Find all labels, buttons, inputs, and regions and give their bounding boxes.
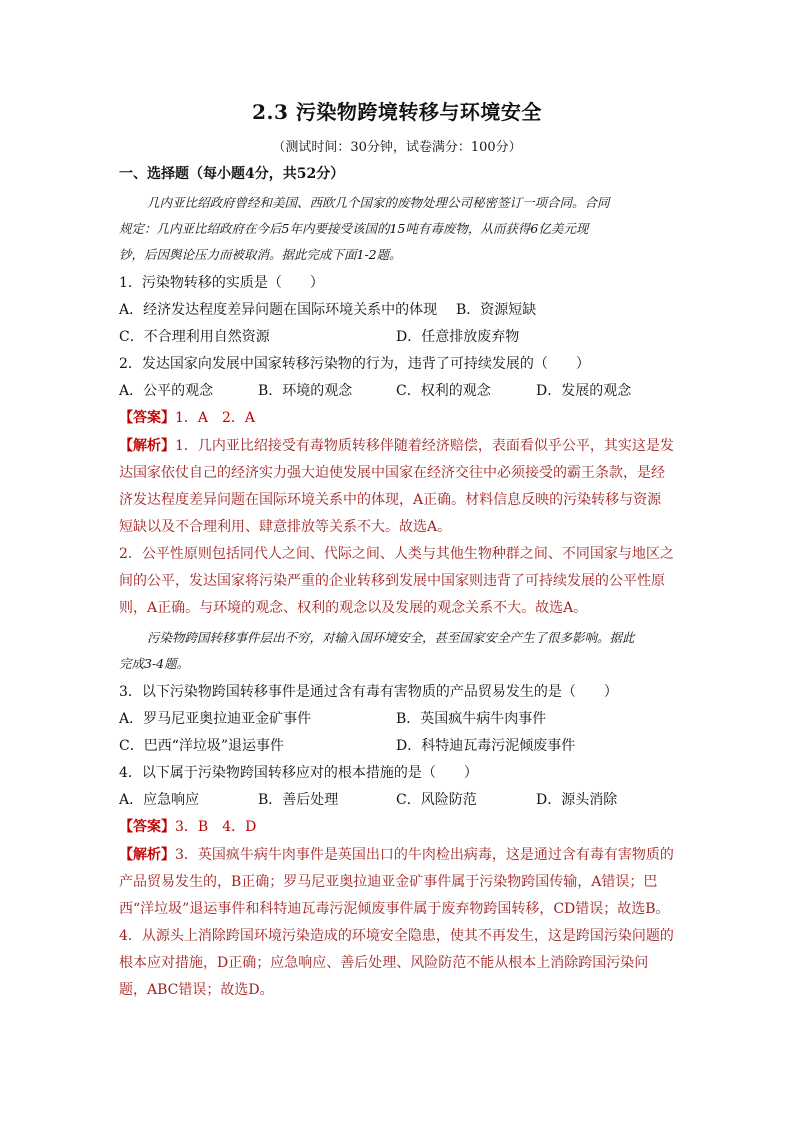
answer-2 — [119, 817, 675, 837]
analysis-1-line: 短缺以及不合理利用、肆意排放等关系不大。故选A。 — [119, 519, 452, 535]
question-1-stem: 1．污染物转移的实质是（ ） — [119, 275, 324, 291]
answer-1 — [119, 408, 675, 428]
question-4-option-c: C．风险防范 — [396, 792, 477, 808]
question-2-option-a: A．公平的观念 — [119, 383, 214, 399]
answer-tag: 【答案】 — [119, 410, 175, 426]
question-2-option-b: B．环境的观念 — [258, 383, 353, 399]
analysis-1-line: 间的公平，发达国家将污染严重的企业转移到发展中国家则违背了可持续发展的公平性原 — [119, 573, 665, 589]
question-3-stem: 3．以下污染物跨国转移事件是通过含有毒有害物质的产品贸易发生的是（ ） — [119, 684, 618, 700]
analysis-2-line: 西“洋垃圾”退运事件和科特迪瓦毒污泥倾废事件属于废弃物跨国转移，CD错误；故选B。 — [119, 901, 670, 917]
section-title: 一、选择题（每小题4分，共52分） — [119, 166, 345, 182]
question-3-option-c: C．巴西“洋垃圾”退运事件 — [119, 738, 285, 754]
material2-line: 污染物跨国转移事件层出不穷，对输入国环境安全，甚至国家安全产生了很多影响。据此 — [147, 630, 635, 645]
question-3-option-a: A．罗马尼亚奥拉迪亚金矿事件 — [119, 711, 312, 727]
analysis-1-line: 则，A正确。与环境的观念、权利的观念以及发展的观念关系不大。故选A。 — [119, 600, 588, 616]
analysis-2-line: 4．从源头上消除跨国环境污染造成的环境安全隐患，使其不再发生，这是跨国污染问题的 — [119, 928, 674, 944]
analysis-2-line: 题，ABC错误；故选D。 — [119, 982, 274, 998]
question-3-option-b: B．英国疯牛病牛肉事件 — [396, 711, 547, 727]
material1-line: 规定：几内亚比绍政府在今后5年内要接受该国的15吨有毒废物，从而获得6亿美元现 — [119, 221, 589, 236]
analysis-1-line: 2．公平性原则包括同代人之间、代际之间、人类与其他生物种群之间、不同国家与地区之 — [119, 546, 674, 562]
question-2-option-d: D．发展的观念 — [536, 383, 632, 399]
question-1-option-b: B．资源短缺 — [456, 302, 537, 318]
question-4-option-d: D．源头消除 — [536, 792, 618, 808]
analysis-text: 3．英国疯牛病牛肉事件是英国出口的牛肉检出病毒，这是通过含有毒有害物质的 — [175, 847, 674, 863]
question-2-option-c: C．权利的观念 — [396, 383, 491, 399]
page-subtitle: （测试时间：30分钟，试卷满分：100分） — [272, 140, 522, 155]
analysis-2-line: 根本应对措施，D正确；应急响应、善后处理、风险防范不能从根本上消除跨国污染问 — [119, 955, 649, 971]
analysis-2-line — [119, 845, 675, 865]
analysis-1-line: 达国家依仗自己的经济实力强大迫使发展中国家在经济交往中必须接受的霸王条款，是经 — [119, 465, 665, 481]
answer-value: 1．A 2．A — [175, 410, 256, 426]
answer-value: 3．B 4．D — [175, 819, 257, 835]
question-4-option-a: A．应急响应 — [119, 792, 200, 808]
analysis-2-line: 产品贸易发生的，B正确；罗马尼亚奥拉迪亚金矿事件属于污染物跨国传输，A错误；巴 — [119, 874, 658, 890]
question-4-option-b: B．善后处理 — [258, 792, 339, 808]
question-2-stem: 2．发达国家向发展中国家转移污染物的行为，违背了可持续发展的（ ） — [119, 356, 590, 372]
answer-tag: 【答案】 — [119, 819, 175, 835]
material1-line: 钞，后因舆论压力而被取消。据此完成下面1-2题。 — [119, 247, 402, 262]
material1-line: 几内亚比绍政府曾经和美国、西欧几个国家的废物处理公司秘密签订一项合同。合同 — [147, 195, 610, 210]
question-1-option-c: C．不合理利用自然资源 — [119, 329, 270, 345]
analysis-tag: 【解析】 — [119, 847, 175, 863]
question-4-stem: 4．以下属于污染物跨国转移应对的根本措施的是（ ） — [119, 765, 478, 781]
question-1-option-a: A．经济发达程度差异问题在国际环境关系中的体现 — [119, 302, 438, 318]
page-title: 2.3 污染物跨境转移与环境安全 — [252, 100, 542, 124]
material2-line: 完成3-4题。 — [119, 656, 190, 671]
question-1-option-d: D．任意排放废弃物 — [396, 329, 520, 345]
analysis-text: 1．几内亚比绍接受有毒物质转移伴随着经济赔偿，表面看似乎公平，其实这是发 — [175, 438, 674, 454]
analysis-1-line: 济发达程度差异问题在国际环境关系中的体现，A正确。材料信息反映的污染转移与资源 — [119, 492, 662, 508]
question-3-option-d: D．科特迪瓦毒污泥倾废事件 — [396, 738, 576, 754]
analysis-tag: 【解析】 — [119, 438, 175, 454]
analysis-1-line — [119, 436, 675, 456]
